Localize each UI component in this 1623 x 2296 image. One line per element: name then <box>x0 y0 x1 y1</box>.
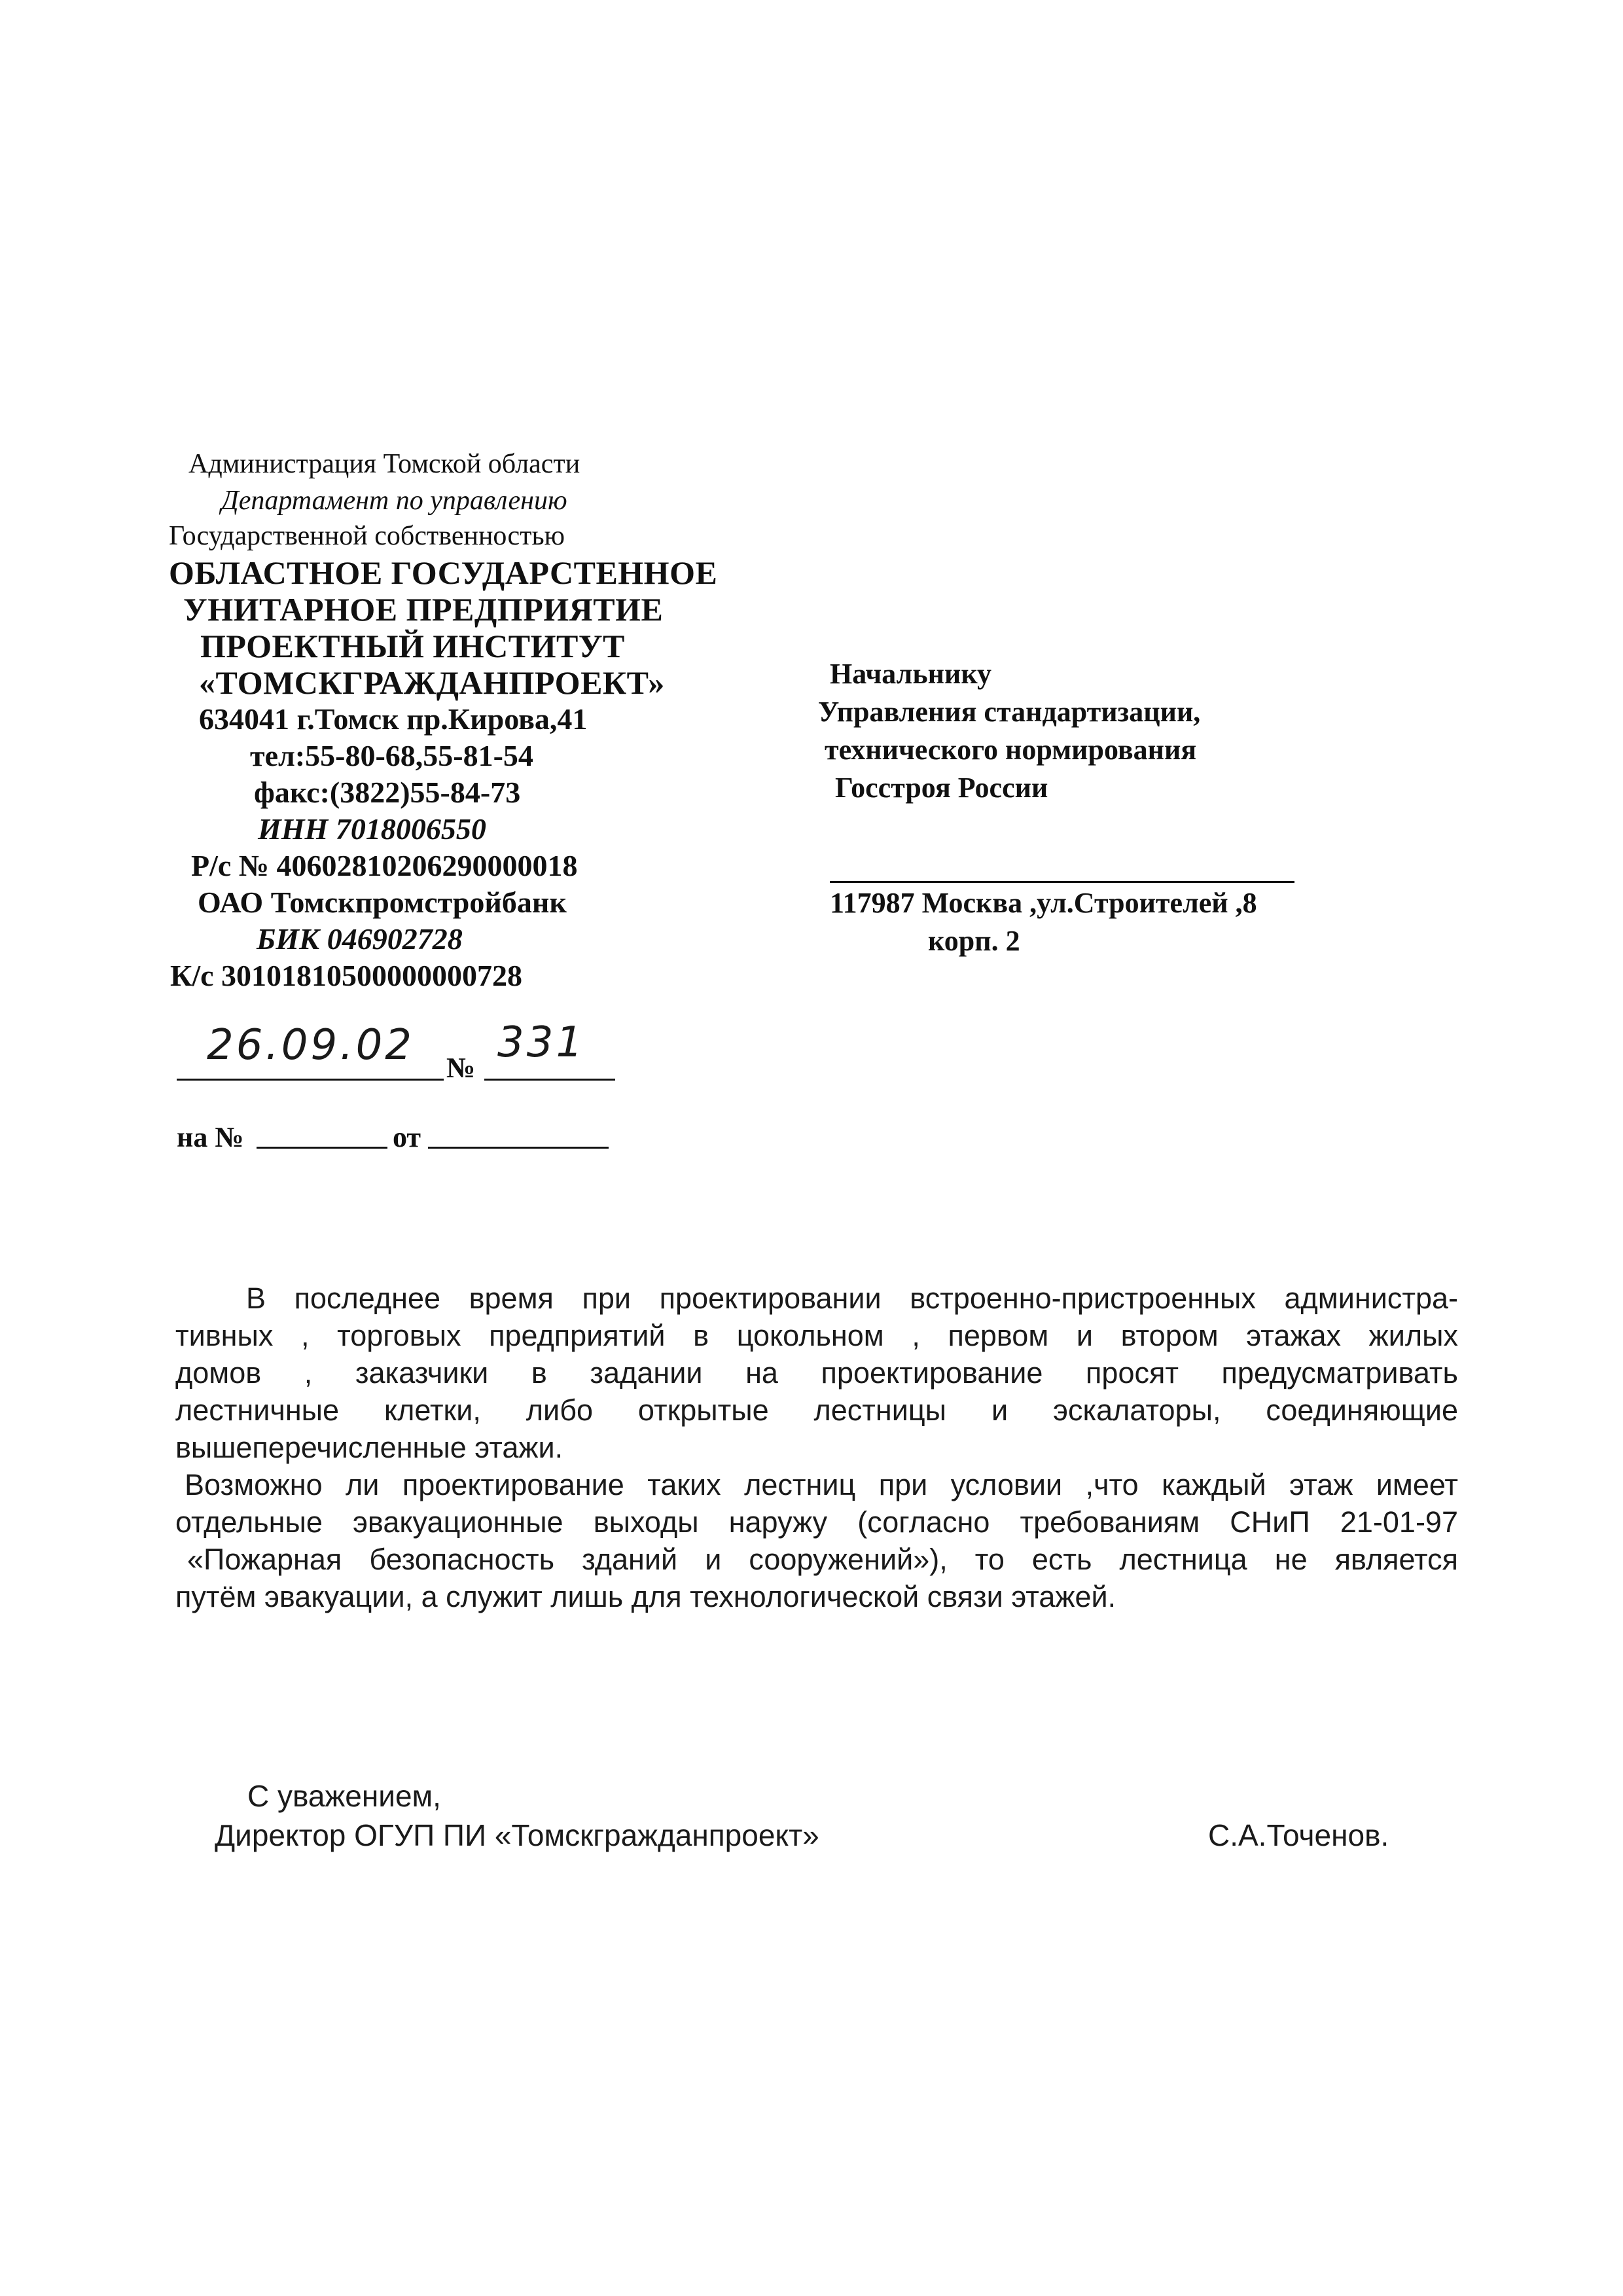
sender-phone: тел:55-80-68,55-81-54 <box>250 739 533 772</box>
addressee-department-cont: технического нормирования <box>825 734 1197 766</box>
sender-org-line3: ПРОЕКТНЫЙ ИНСТИТУТ <box>200 628 625 664</box>
body-line: путём эвакуации, а служит лишь для технологической связи этажей. <box>175 1580 1116 1613</box>
addressee-organization: Госстроя России <box>835 772 1048 804</box>
sender-inn: ИНН 7018006550 <box>258 812 486 846</box>
body-line: домов , заказчики в задании на проектирование просят предусматривать <box>175 1356 1458 1390</box>
addressee-divider <box>830 881 1294 883</box>
sender-org-line2: УНИТАРНОЕ ПРЕДПРИЯТИЕ <box>183 591 664 628</box>
sender-administration: Администрация Томской области <box>188 449 580 479</box>
sender-bank: ОАО Томскпромстройбанк <box>198 886 567 919</box>
sender-corr-account: К/с 30101810500000000728 <box>170 959 523 992</box>
sender-fax: факс:(3822)55-84-73 <box>254 776 521 809</box>
signer-position: Директор ОГУП ПИ «Томскгражданпроект» <box>215 1818 819 1852</box>
body-line: лестничные клетки, либо открытые лестницы и эскалаторы, соединяющие <box>175 1393 1458 1427</box>
sender-department: Департамент по управлению <box>221 486 567 516</box>
signer-name: С.А.Точенов. <box>1208 1818 1389 1852</box>
addressee-title: Начальнику <box>830 658 992 690</box>
body-line: В последнее время при проектировании встроенно-пристроенных администра- <box>246 1282 1458 1315</box>
body-line: «Пожарная безопасность зданий и сооружений»), то есть лестница не является <box>187 1543 1458 1576</box>
sender-account: Р/с № 40602810206290000018 <box>191 849 578 882</box>
sender-org-name: «ТОМСКГРАЖДАНПРОЕКТ» <box>199 664 665 701</box>
sender-bik: БИК 046902728 <box>257 922 463 956</box>
sender-address: 634041 г.Томск пр.Кирова,41 <box>199 702 588 736</box>
addressee-address: 117987 Москва ,ул.Строителей ,8 <box>830 887 1257 919</box>
closing-regards: С уважением, <box>247 1779 441 1813</box>
outgoing-number: 331 <box>497 1018 586 1067</box>
body-line: тивных , торговых предприятий в цокольном , первом и втором этажах жилых <box>175 1319 1458 1352</box>
date-underline <box>177 1079 444 1081</box>
reply-number-blank <box>257 1147 387 1149</box>
outgoing-date: 26.09.02 <box>207 1021 414 1069</box>
letter-body <box>175 1280 1458 1615</box>
body-line: вышеперечисленные этажи. <box>175 1431 563 1464</box>
reply-number-label: на № <box>177 1121 244 1153</box>
sender-department-cont: Государственной собственностью <box>169 521 565 551</box>
addressee-address-building: корп. 2 <box>928 925 1020 957</box>
reply-date-blank <box>428 1147 609 1149</box>
addressee-department: Управления стандартизации, <box>818 696 1201 728</box>
number-underline <box>484 1079 615 1081</box>
body-line: Возможно ли проектирование таких лестниц при условии ,что каждый этаж имеет <box>185 1468 1458 1501</box>
reply-date-label: от <box>393 1121 421 1153</box>
number-sign: № <box>446 1052 476 1084</box>
body-line: отдельные эвакуационные выходы наружу (согласно требованиям СНиП 21-01-97 <box>175 1505 1458 1539</box>
sender-org-line1: ОБЛАСТНОЕ ГОСУДАРСТЕННОЕ <box>169 554 718 591</box>
